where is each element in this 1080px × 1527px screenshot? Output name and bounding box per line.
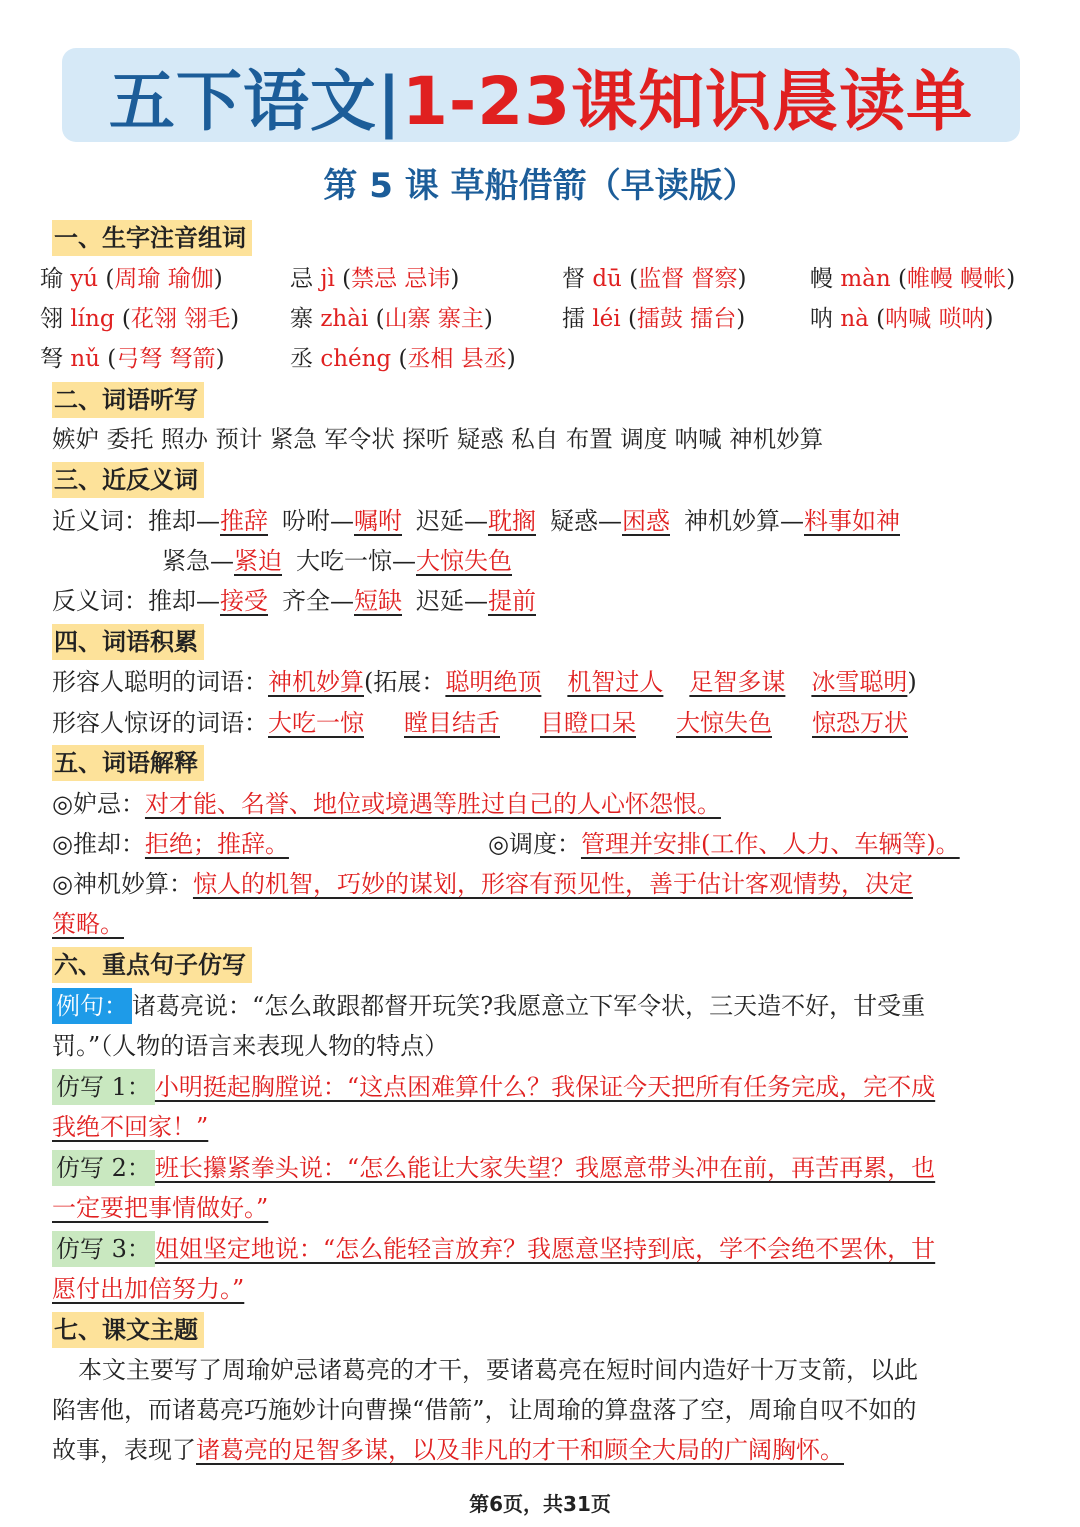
char-words: 弓弩 弩箭 [116, 346, 216, 372]
related-word: 嘱咐 [354, 507, 402, 535]
related-word: 大惊失色 [416, 547, 512, 575]
section-1 [52, 220, 252, 256]
section-5 [52, 745, 204, 781]
paren-open: ( [98, 266, 115, 292]
dictation-words: 嫉妒 委托 照办 预计 紧急 军令状 探听 疑惑 私自 布置 调度 呐喊 神机妙算 [52, 425, 824, 453]
word-pair [148, 587, 268, 615]
word: 吩咐— [282, 507, 354, 535]
example-sentence-cont: 罚。”（人物的语言来表现人物的特点） [52, 1032, 449, 1060]
word-pair [416, 507, 536, 535]
word: 推却— [148, 587, 220, 615]
char-entry [290, 260, 459, 293]
definition-4 [52, 866, 913, 902]
imitation-text: 一定要把事情做好。” [52, 1194, 269, 1222]
paren-open: ( [620, 306, 637, 332]
pinyin: dū [592, 266, 622, 292]
synonym-label: 近义词： [52, 507, 148, 535]
word-pair [162, 547, 282, 575]
extend-label: (拓展： [364, 668, 446, 696]
vocab-word: 惊恐万状 [812, 709, 908, 737]
char: 督 [562, 266, 593, 292]
definition-2 [52, 826, 289, 862]
surprise-words-line [52, 705, 908, 741]
pinyin: zhài [320, 306, 369, 332]
paren-open: ( [99, 346, 117, 372]
section-header: 四、词语积累 [52, 624, 204, 660]
char-entry [562, 260, 746, 293]
vocab-word: 瞠目结舌 [404, 709, 500, 737]
char-words: 擂鼓 擂台 [636, 306, 737, 332]
imitation-1 [52, 1069, 935, 1105]
title-left: 五下语文 [108, 62, 377, 140]
imitation-2-cont [52, 1190, 268, 1226]
char-entry [562, 300, 745, 333]
imitation-text: 小明挺起胸膛说：“这点困难算什么？我保证今天把所有任务完成，完不成 [154, 1073, 936, 1101]
char: 弩 [40, 346, 71, 372]
char-words: 丞相 县丞 [407, 346, 507, 372]
paren-close: ) [737, 266, 747, 292]
imitation-1-cont [52, 1109, 208, 1145]
char-words: 禁忌 忌讳 [351, 266, 451, 292]
related-word: 料事如神 [804, 507, 900, 535]
clever-word: 神机妙算 [268, 668, 364, 696]
char-words: 周瑜 瑜伽 [114, 266, 214, 292]
section-header: 七、课文主题 [52, 1312, 204, 1348]
definition-text: 策略。 [52, 910, 124, 938]
synonym-line-2 [162, 543, 526, 579]
definition-text: 拒绝；推辞。 [144, 830, 289, 858]
word-pair [282, 507, 402, 535]
theme-line-3 [52, 1432, 844, 1468]
paren-open: ( [890, 266, 907, 292]
definition-label: ◎推却： [52, 830, 145, 858]
section-header: 二、词语听写 [52, 382, 204, 418]
related-word: 推辞 [220, 507, 268, 535]
section-2 [52, 382, 204, 418]
char-entry [40, 260, 223, 293]
pinyin: líng [70, 306, 115, 332]
title-banner [62, 48, 1020, 142]
paren-close: ) [1006, 266, 1016, 292]
paren-close: ) [984, 306, 994, 332]
char-words: 花翎 翎毛 [130, 306, 231, 332]
imitation-3 [52, 1231, 935, 1267]
antonym-line [52, 583, 550, 619]
imitation-text: 姐姐坚定地说：“怎么能轻言放弃？我愿意坚持到底，学不会绝不罢休，甘 [154, 1235, 936, 1263]
pinyin: jì [320, 266, 335, 292]
theme-line-1: 本文主要写了周瑜妒忌诸葛亮的才干，要诸葛亮在短时间内造好十万支箭，以此 [78, 1356, 918, 1384]
word-pair [684, 507, 900, 535]
imitation-text: 愿付出加倍努力。” [52, 1275, 245, 1303]
paren-open: ( [868, 306, 886, 332]
paren-open: ( [621, 266, 639, 292]
char: 翎 [40, 306, 71, 332]
char-words: 呐喊 唢呐 [885, 306, 985, 332]
definition-3 [488, 826, 960, 862]
char-entry [290, 300, 493, 333]
word-pair [416, 587, 536, 615]
char: 擂 [562, 306, 593, 332]
word: 神机妙算— [684, 507, 804, 535]
paren-close: ) [736, 306, 746, 332]
definition-label: ◎神机妙算： [52, 870, 193, 898]
vocab-word: 足智多谋 [689, 668, 786, 696]
pinyin: nǔ [70, 346, 100, 372]
char-entry [810, 260, 1015, 293]
paren-open: ( [391, 346, 408, 372]
word-pair [550, 507, 670, 535]
imitation-text: 班长攥紧拳头说：“怎么能让大家失望？我愿意带头冲在前，再苦再累，也 [154, 1154, 936, 1182]
imitation-text: 我绝不回家！” [52, 1113, 209, 1141]
related-word: 接受 [220, 587, 268, 615]
section-4 [52, 624, 204, 660]
pinyin: nà [840, 306, 869, 332]
pinyin: léi [592, 306, 621, 332]
synonym-line-1 [52, 503, 914, 539]
word-pair [148, 507, 268, 535]
related-word: 困惑 [622, 507, 670, 535]
vocab-word: 机智过人 [567, 668, 664, 696]
char-words: 监督 督察 [638, 266, 738, 292]
vocab-word: 聪明绝顶 [445, 668, 542, 696]
char-entry [40, 340, 225, 373]
char-entry [40, 300, 239, 333]
definition-1 [52, 786, 721, 822]
word: 迟延— [416, 507, 488, 535]
char-entry [810, 300, 993, 333]
char-words: 帷幔 幔帐 [906, 266, 1007, 292]
pinyin: màn [840, 266, 891, 292]
char: 丞 [290, 346, 321, 372]
definition-label: ◎妒忌： [52, 790, 145, 818]
antonym-label: 反义词： [52, 587, 148, 615]
section-header: 六、重点句子仿写 [52, 947, 252, 983]
vocab-word: 冰雪聪明 [811, 668, 908, 696]
related-word: 紧迫 [234, 547, 282, 575]
paren-close: ) [213, 266, 223, 292]
word-pair [282, 587, 402, 615]
example-sentence [52, 988, 925, 1024]
surprise-label: 形容人惊讶的词语： [52, 709, 268, 737]
extend-close: ) [907, 668, 917, 696]
clever-words-line [52, 664, 917, 700]
word: 大吃一惊— [296, 547, 416, 575]
char: 瑜 [40, 266, 71, 292]
paren-close: ) [215, 346, 225, 372]
word: 推却— [148, 507, 220, 535]
word: 紧急— [162, 547, 234, 575]
definition-text: 管理并安排(工作、人力、车辆等)。 [580, 830, 960, 858]
section-7 [52, 1312, 204, 1348]
related-word: 提前 [488, 587, 536, 615]
section-header: 三、近反义词 [52, 462, 204, 498]
example-text: 诸葛亮说：“怎么敢跟都督开玩笑?我愿意立下军令状，三天造不好，甘受重 [132, 992, 926, 1020]
clever-label: 形容人聪明的词语： [52, 668, 268, 696]
lesson-subtitle: 第 5 课 草船借箭（早读版） [323, 166, 757, 206]
char: 幔 [810, 266, 841, 292]
char-words: 山寨 寨主 [384, 306, 484, 332]
page-title [109, 48, 973, 143]
char: 忌 [290, 266, 321, 292]
vocab-word: 大惊失色 [676, 709, 772, 737]
paren-close: ) [506, 346, 516, 372]
paren-close: ) [450, 266, 460, 292]
vocab-word: 大吃一惊 [268, 709, 364, 737]
paren-close: ) [483, 306, 493, 332]
definition-4-cont [52, 906, 124, 942]
paren-open: ( [334, 266, 352, 292]
vocab-word: 目瞪口呆 [540, 709, 636, 737]
word: 迟延— [416, 587, 488, 615]
pinyin: yú [70, 266, 99, 292]
section-6 [52, 947, 252, 983]
char: 寨 [290, 306, 321, 332]
related-word: 耽搁 [488, 507, 536, 535]
paren-close: ) [230, 306, 240, 332]
word: 疑惑— [550, 507, 622, 535]
theme-line-2: 陷害他，而诸葛亮巧施妙计向曹操“借箭”，让周瑜的算盘落了空，周瑜自叹不如的 [52, 1396, 917, 1424]
char-entry [290, 340, 516, 373]
pinyin: chéng [320, 346, 392, 372]
paren-open: ( [368, 306, 385, 332]
imitation-tag: 仿写 1： [52, 1069, 155, 1105]
section-3 [52, 462, 204, 498]
section-header: 五、词语解释 [52, 745, 204, 781]
definition-label: ◎调度： [488, 830, 581, 858]
title-right: 1-23课知识晨读单 [401, 62, 974, 140]
imitation-2 [52, 1150, 935, 1186]
definition-text: 对才能、名誉、地位或境遇等胜过自己的人心怀怨恨。 [144, 790, 721, 818]
related-word: 短缺 [354, 587, 402, 615]
theme-text: 故事，表现了 [52, 1436, 196, 1464]
definition-text: 惊人的机智，巧妙的谋划，形容有预见性，善于估计客观情势，决定 [192, 870, 913, 898]
imitation-3-cont [52, 1271, 244, 1307]
example-tag: 例句： [52, 988, 132, 1024]
imitation-tag: 仿写 2： [52, 1150, 155, 1186]
section-header: 一、生字注音组词 [52, 220, 252, 256]
title-separator: | [376, 62, 402, 140]
imitation-tag: 仿写 3： [52, 1231, 155, 1267]
word-pair [296, 547, 512, 575]
char: 呐 [810, 306, 841, 332]
word: 齐全— [282, 587, 354, 615]
paren-open: ( [114, 306, 131, 332]
theme-highlight: 诸葛亮的足智多谋，以及非凡的才干和顾全大局的广阔胸怀。 [196, 1436, 844, 1464]
page-number: 第6页，共31页 [469, 1492, 611, 1516]
